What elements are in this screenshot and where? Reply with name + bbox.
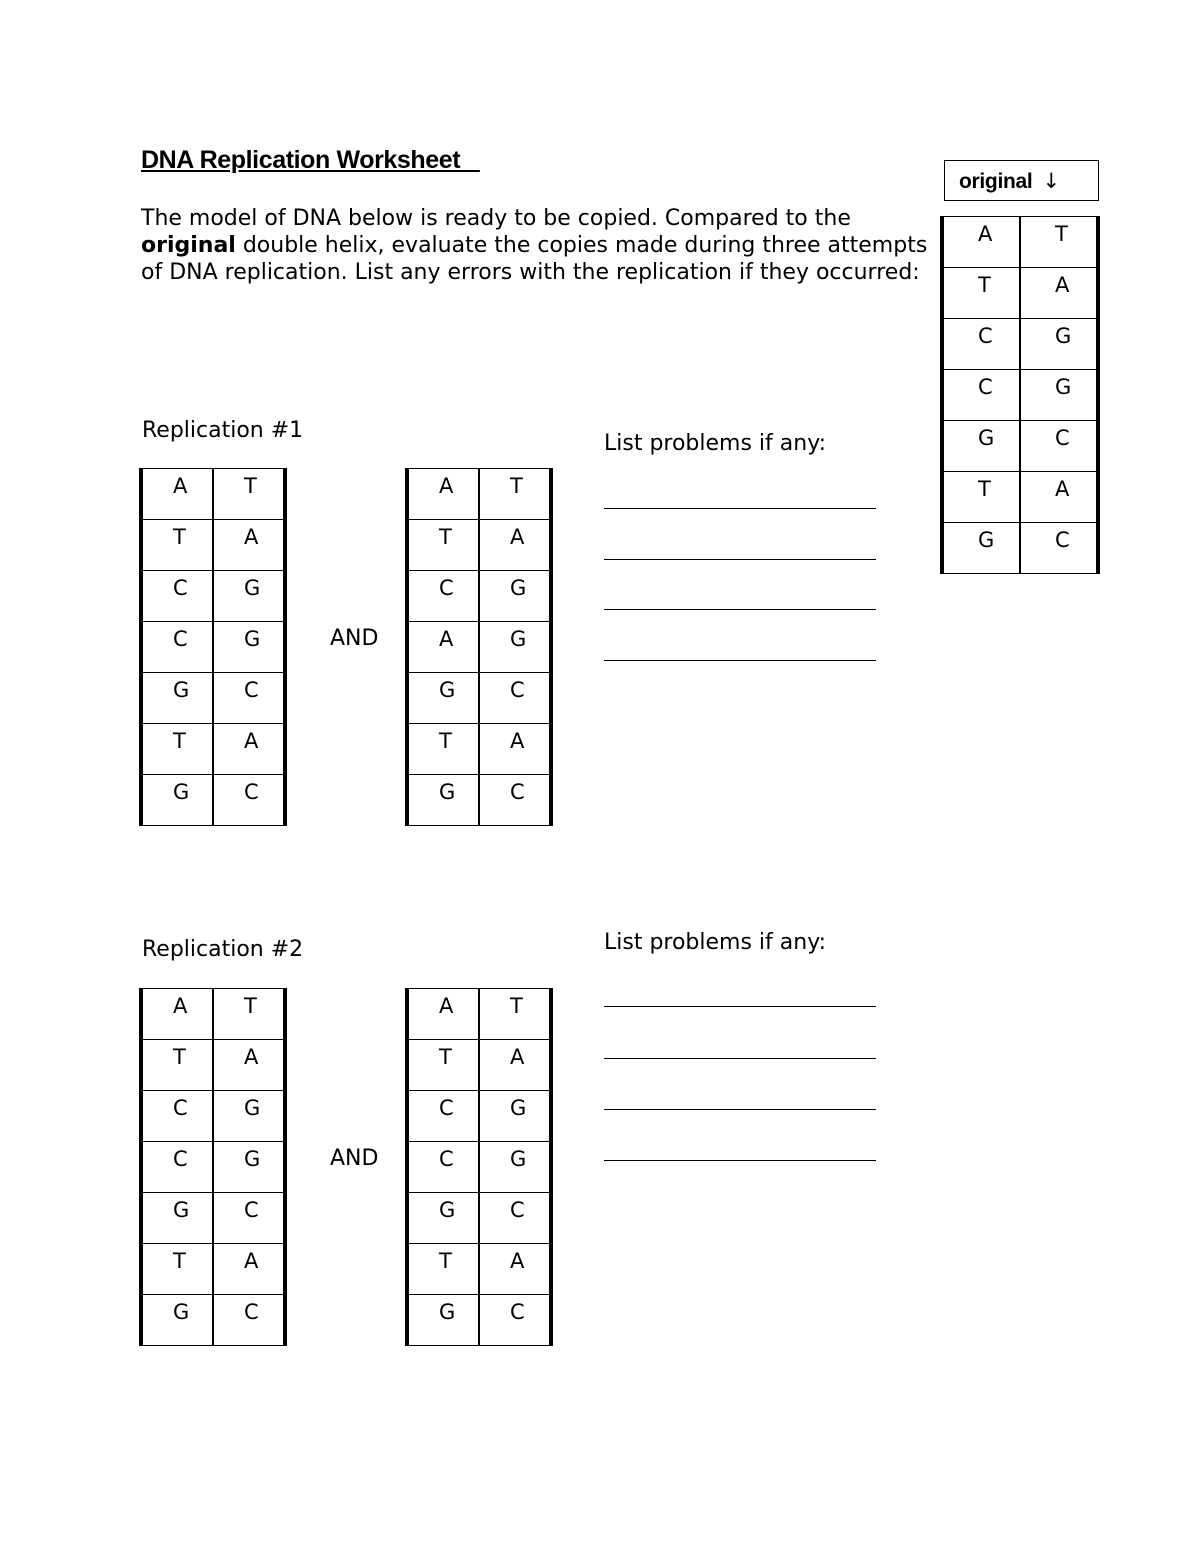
- base-letter: C: [510, 780, 525, 804]
- base-letter: A: [510, 1045, 525, 1069]
- right-base: [479, 1142, 551, 1193]
- right-base: [479, 622, 551, 673]
- base-letter: C: [173, 576, 188, 600]
- base-pair-row: [141, 622, 285, 673]
- right-base: [479, 571, 551, 622]
- right-base: [479, 1295, 551, 1346]
- left-base: [942, 217, 1020, 268]
- base-letter: C: [510, 678, 525, 702]
- left-base: [141, 571, 213, 622]
- base-pair-row: [407, 1142, 551, 1193]
- base-pair-row: [407, 1040, 551, 1091]
- base-letter: T: [510, 474, 523, 498]
- left-base: [141, 673, 213, 724]
- left-base: [942, 268, 1020, 319]
- right-base: [213, 1040, 285, 1091]
- base-pair-row: [407, 673, 551, 724]
- original-label: original: [959, 170, 1033, 193]
- base-letter: G: [439, 780, 456, 804]
- base-pair-row: [141, 673, 285, 724]
- worksheet-title: DNA Replication Worksheet: [141, 146, 480, 174]
- base-letter: C: [1055, 426, 1070, 450]
- right-base: [479, 1193, 551, 1244]
- base-letter: G: [439, 1198, 456, 1222]
- original-dna-strand: [940, 216, 1100, 574]
- base-pair-row: [141, 1295, 285, 1346]
- right-base: [213, 775, 285, 826]
- replication-1-answer-line-3[interactable]: [604, 609, 876, 610]
- base-letter: T: [439, 1045, 452, 1069]
- right-base: [213, 1295, 285, 1346]
- replication-2-answer-line-2[interactable]: [604, 1058, 876, 1059]
- right-base: [213, 1091, 285, 1142]
- base-letter: G: [173, 678, 190, 702]
- base-letter: C: [510, 1198, 525, 1222]
- right-base: [213, 469, 285, 520]
- base-pair-row: [141, 1091, 285, 1142]
- instructions-bold-word: original: [141, 233, 236, 258]
- base-letter: A: [510, 525, 525, 549]
- base-pair-row: [407, 1244, 551, 1295]
- left-base: [407, 571, 479, 622]
- right-base: [213, 724, 285, 775]
- left-base: [407, 1040, 479, 1091]
- right-base: [213, 673, 285, 724]
- right-base: [213, 1142, 285, 1193]
- left-base: [141, 1193, 213, 1244]
- base-pair-row: [407, 1193, 551, 1244]
- right-base: [1020, 421, 1098, 472]
- base-letter: A: [1055, 273, 1070, 297]
- right-base: [479, 1244, 551, 1295]
- base-letter: C: [978, 375, 993, 399]
- base-letter: A: [244, 1249, 259, 1273]
- base-letter: G: [510, 1096, 527, 1120]
- base-pair-row: [942, 319, 1098, 370]
- left-base: [942, 421, 1020, 472]
- left-base: [407, 1142, 479, 1193]
- base-letter: A: [1055, 477, 1070, 501]
- replication-2-copy-a: [139, 988, 287, 1346]
- left-base: [141, 1244, 213, 1295]
- left-base: [407, 1295, 479, 1346]
- right-base: [479, 673, 551, 724]
- base-letter: A: [439, 994, 454, 1018]
- left-base: [407, 775, 479, 826]
- base-pair-row: [942, 421, 1098, 472]
- base-letter: T: [244, 474, 257, 498]
- down-arrow-icon: ↓: [1042, 169, 1060, 193]
- base-letter: G: [439, 678, 456, 702]
- base-letter: G: [244, 627, 261, 651]
- replication-2-answer-line-3[interactable]: [604, 1109, 876, 1110]
- right-base: [479, 775, 551, 826]
- base-letter: G: [173, 1300, 190, 1324]
- right-base: [1020, 268, 1098, 319]
- left-base: [407, 989, 479, 1040]
- base-pair-row: [141, 571, 285, 622]
- left-base: [141, 1295, 213, 1346]
- right-base: [1020, 472, 1098, 523]
- right-base: [479, 724, 551, 775]
- base-letter: T: [173, 1249, 186, 1273]
- base-letter: A: [244, 1045, 259, 1069]
- replication-2-problems-label: List problems if any:: [604, 930, 827, 955]
- base-pair-row: [407, 622, 551, 673]
- right-base: [479, 1091, 551, 1142]
- left-base: [407, 469, 479, 520]
- base-pair-row: [407, 775, 551, 826]
- left-base: [407, 673, 479, 724]
- replication-1-title: Replication #1: [142, 418, 304, 443]
- base-pair-row: [407, 724, 551, 775]
- base-letter: T: [244, 994, 257, 1018]
- base-letter: A: [244, 525, 259, 549]
- right-base: [479, 989, 551, 1040]
- base-letter: G: [510, 576, 527, 600]
- right-base: [213, 622, 285, 673]
- left-base: [141, 1142, 213, 1193]
- left-base: [407, 622, 479, 673]
- left-base: [942, 319, 1020, 370]
- base-pair-row: [141, 989, 285, 1040]
- left-base: [141, 1091, 213, 1142]
- base-letter: C: [510, 1300, 525, 1324]
- base-letter: G: [978, 528, 995, 552]
- right-base: [1020, 523, 1098, 574]
- base-letter: T: [978, 273, 991, 297]
- base-pair-row: [942, 268, 1098, 319]
- base-letter: A: [173, 474, 188, 498]
- base-pair-row: [407, 571, 551, 622]
- instructions-part1: The model of DNA below is ready to be copied. Compared to the: [141, 206, 851, 231]
- base-letter: A: [510, 1249, 525, 1273]
- right-base: [479, 1040, 551, 1091]
- base-pair-row: [141, 1142, 285, 1193]
- base-pair-row: [407, 520, 551, 571]
- base-letter: T: [439, 1249, 452, 1273]
- base-pair-row: [141, 775, 285, 826]
- base-letter: C: [173, 1147, 188, 1171]
- left-base: [141, 989, 213, 1040]
- replication-1-problems-label: List problems if any:: [604, 431, 827, 456]
- base-letter: G: [439, 1300, 456, 1324]
- base-letter: G: [173, 780, 190, 804]
- base-pair-row: [407, 1295, 551, 1346]
- right-base: [213, 520, 285, 571]
- instructions-part2: double helix, evaluate the copies made during three attempts of DNA replication. List any errors with the replication if they occurred:: [141, 233, 928, 285]
- right-base: [213, 989, 285, 1040]
- base-pair-row: [407, 469, 551, 520]
- base-letter: C: [244, 678, 259, 702]
- replication-2-answer-line-4[interactable]: [604, 1160, 876, 1161]
- left-base: [141, 775, 213, 826]
- base-letter: A: [173, 994, 188, 1018]
- right-base: [479, 469, 551, 520]
- left-base: [141, 724, 213, 775]
- base-pair-row: [141, 1040, 285, 1091]
- base-letter: G: [244, 576, 261, 600]
- base-letter: C: [244, 780, 259, 804]
- left-base: [407, 724, 479, 775]
- replication-2-answer-line-1[interactable]: [604, 1006, 876, 1007]
- left-base: [141, 1040, 213, 1091]
- base-letter: G: [510, 1147, 527, 1171]
- base-pair-row: [407, 1091, 551, 1142]
- replication-1-answer-line-4[interactable]: [604, 660, 876, 661]
- base-letter: G: [173, 1198, 190, 1222]
- left-base: [942, 523, 1020, 574]
- replication-1-copy-a: [139, 468, 287, 826]
- right-base: [213, 1193, 285, 1244]
- base-pair-row: [141, 469, 285, 520]
- replication-1-copy-b: [405, 468, 553, 826]
- left-base: [407, 520, 479, 571]
- right-base: [1020, 319, 1098, 370]
- replication-1-answer-line-1[interactable]: [604, 508, 876, 509]
- right-base: [213, 571, 285, 622]
- left-base: [141, 520, 213, 571]
- base-letter: T: [1055, 222, 1068, 246]
- base-letter: G: [1055, 324, 1072, 348]
- left-base: [407, 1193, 479, 1244]
- base-letter: T: [173, 525, 186, 549]
- base-pair-row: [141, 724, 285, 775]
- replication-1-answer-line-2[interactable]: [604, 559, 876, 560]
- base-pair-row: [942, 217, 1098, 268]
- left-base: [407, 1091, 479, 1142]
- base-pair-row: [141, 1193, 285, 1244]
- replication-2-title: Replication #2: [142, 937, 304, 962]
- base-letter: C: [173, 627, 188, 651]
- right-base: [479, 520, 551, 571]
- instructions: [141, 205, 931, 286]
- base-letter: T: [510, 994, 523, 1018]
- base-letter: A: [978, 222, 993, 246]
- base-letter: C: [439, 1147, 454, 1171]
- base-pair-row: [942, 472, 1098, 523]
- left-base: [942, 370, 1020, 421]
- left-base: [141, 469, 213, 520]
- base-letter: T: [978, 477, 991, 501]
- base-letter: C: [439, 576, 454, 600]
- right-base: [213, 1244, 285, 1295]
- base-letter: T: [173, 729, 186, 753]
- base-pair-row: [141, 520, 285, 571]
- base-letter: G: [1055, 375, 1072, 399]
- base-letter: A: [244, 729, 259, 753]
- base-letter: A: [510, 729, 525, 753]
- base-letter: G: [978, 426, 995, 450]
- original-label-box: [944, 160, 1099, 201]
- base-letter: T: [439, 525, 452, 549]
- base-letter: G: [510, 627, 527, 651]
- replication-1-and: AND: [330, 626, 379, 651]
- base-letter: A: [439, 474, 454, 498]
- base-letter: A: [439, 627, 454, 651]
- left-base: [407, 1244, 479, 1295]
- base-pair-row: [141, 1244, 285, 1295]
- base-letter: C: [173, 1096, 188, 1120]
- left-base: [141, 622, 213, 673]
- replication-2-copy-b: [405, 988, 553, 1346]
- base-letter: C: [1055, 528, 1070, 552]
- base-letter: C: [439, 1096, 454, 1120]
- base-letter: G: [244, 1096, 261, 1120]
- right-base: [1020, 217, 1098, 268]
- base-letter: T: [173, 1045, 186, 1069]
- right-base: [1020, 370, 1098, 421]
- base-pair-row: [942, 370, 1098, 421]
- base-letter: C: [978, 324, 993, 348]
- base-pair-row: [407, 989, 551, 1040]
- base-letter: G: [244, 1147, 261, 1171]
- left-base: [942, 472, 1020, 523]
- replication-2-and: AND: [330, 1146, 379, 1171]
- base-letter: C: [244, 1198, 259, 1222]
- base-letter: T: [439, 729, 452, 753]
- base-pair-row: [942, 523, 1098, 574]
- base-letter: C: [244, 1300, 259, 1324]
